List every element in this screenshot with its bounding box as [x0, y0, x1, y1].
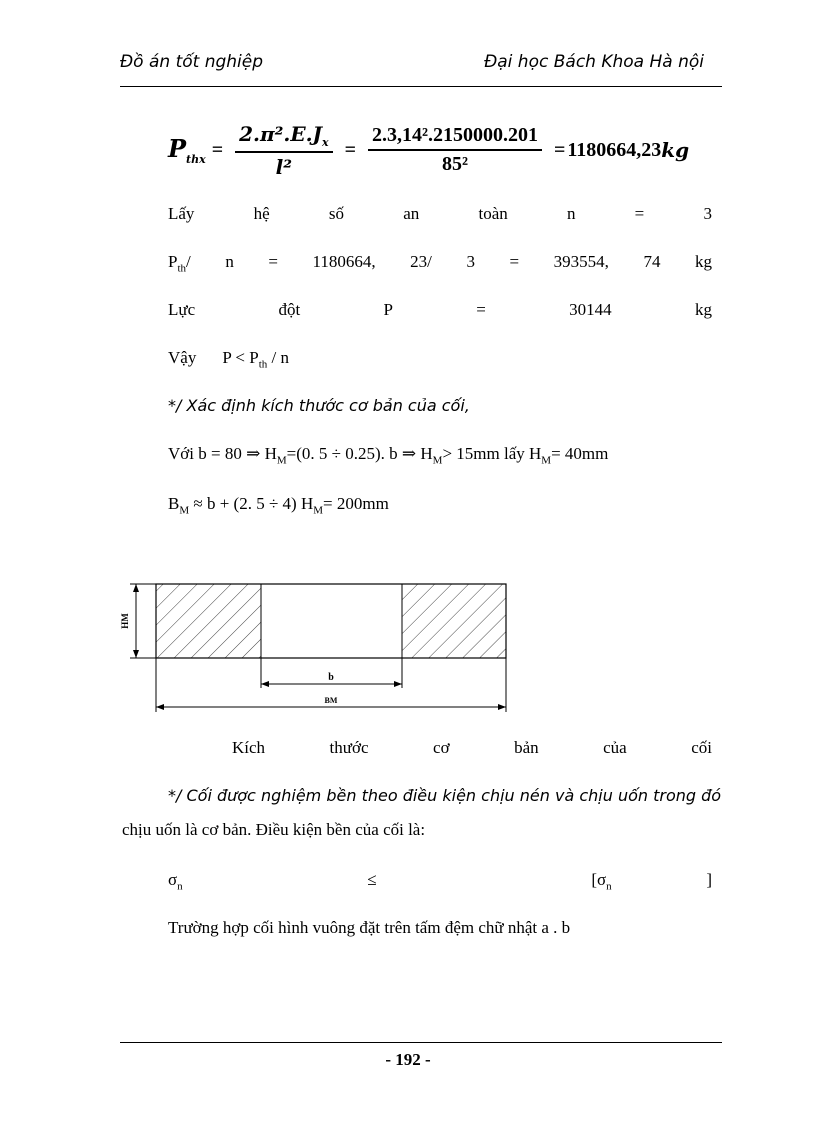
paragraph-line-2: chịu uốn là cơ bản. Điều kiện bền của cối là: [122, 820, 426, 839]
paragraph-line-1: */ Cối được nghiệm bền theo điều kiện chịu nén và chịu uốn trong đó [168, 786, 722, 805]
footer-rule [120, 1042, 722, 1043]
allowable-load-line: $P_{th}/$ n = 1180664, 23/ 3 = 393554, 74 kg [168, 252, 712, 275]
section-note-die-size: */ Xác định kích thước cơ bản của cối, [168, 396, 470, 415]
figure-caption: Kích thước cơ bản của cối [232, 738, 712, 757]
strength-condition-line: $\sigma_n$ ≤ [$\sigma_n$ ] [168, 870, 712, 893]
die-height-line: Với b = 80 ⇒ $H_M=(0$. 5 ÷ 0.25). b ⇒ $H_M> 15mm$ lấy $H_M= 40mm$ [168, 444, 609, 467]
square-die-case-line: Trường hợp cối hình vuông đặt trên tấm đệm chữ nhật a . b [168, 918, 571, 937]
buckling-formula: $P_{thx}$ = $\frac{2.\pi^2.E.J_x}{\text{l²}}$ = $\frac{\text{2.3,14².2150000.201}}{\text{85²}}$ = 1180664,23 kg [168, 121, 690, 179]
header-right: Đại học Bách Khoa Hà nội [484, 52, 704, 72]
conclusion-line: Vậy $P < P_{th} / n$ [168, 348, 289, 371]
header-left: Đồ án tốt nghiệp [120, 52, 264, 72]
punch-force-line: Lực đột P = 30144 kg [168, 300, 712, 319]
formula-lhs: $P_{thx}$ [168, 134, 206, 166]
die-cross-section-diagram [120, 576, 520, 716]
header-rule [120, 86, 722, 87]
formula-unit: kg [661, 138, 690, 162]
formula-fraction-2: $\frac{\text{2.3,14².2150000.201}}{\text{85²}}$ [368, 124, 542, 176]
label-hm: HM [120, 613, 130, 629]
page-number: - 192 - [385, 1050, 431, 1069]
formula-fraction-1: $\frac{2.\pi^2.E.J_x}{\text{l²}}$ [235, 122, 332, 179]
formula-result: 1180664,23 [567, 138, 662, 161]
right-hatched-section [402, 584, 506, 658]
safety-factor-line: Lấy hệ số an toàn n = 3 [168, 204, 712, 223]
die-width-line: $B_M \approx b + (2$. 5 ÷ 4) $H_M= 200mm$ [168, 494, 389, 517]
label-b: b [328, 672, 334, 683]
left-hatched-section [156, 584, 261, 658]
label-bm: BM [324, 696, 338, 705]
